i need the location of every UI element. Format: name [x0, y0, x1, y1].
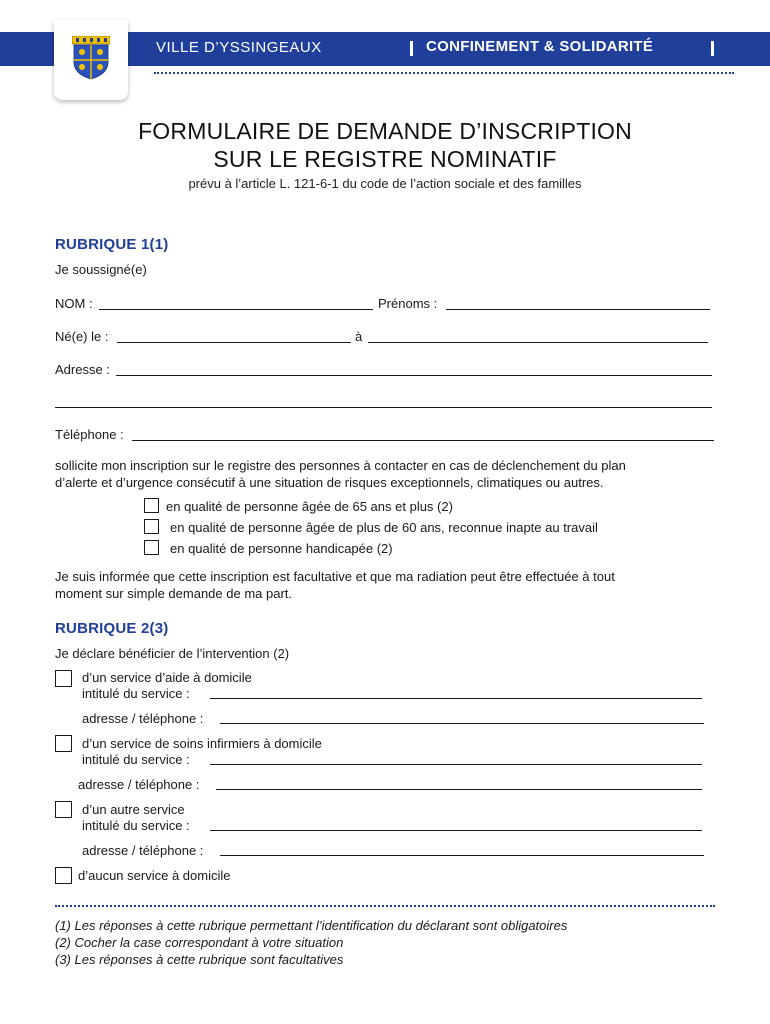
sollicite-text-line2: d’alerte et d’urgence consécutif à une situation de risques exceptionnels, climatiques ou autres.	[55, 475, 604, 490]
rubrique1-intro: Je soussigné(e)	[55, 262, 147, 277]
checkbox-60-inapte[interactable]	[144, 519, 159, 534]
form-title-line1: FORMULAIRE DE DEMANDE D’INSCRIPTION	[138, 118, 632, 144]
adresse-label: Adresse :	[55, 362, 110, 377]
separator-bar	[410, 41, 413, 56]
intitule-field[interactable]	[210, 764, 702, 765]
footnote-dotted-divider	[55, 905, 715, 907]
checkbox-aide-domicile[interactable]	[55, 670, 72, 687]
option-65-plus: en qualité de personne âgée de 65 ans et plus (2)	[166, 499, 453, 514]
checkbox-65-plus[interactable]	[144, 498, 159, 513]
separator-bar	[711, 41, 714, 56]
coat-of-arms-icon	[72, 36, 110, 80]
form-title-line2: SUR LE REGISTRE NOMINATIF	[213, 146, 557, 172]
adresse-field-line2[interactable]	[55, 407, 712, 408]
adresse-telephone-field[interactable]	[220, 855, 704, 856]
prenoms-field[interactable]	[446, 309, 710, 310]
option-60-inapte: en qualité de personne âgée de plus de 60 ans, reconnue inapte au travail	[170, 520, 598, 535]
prenoms-label: Prénoms :	[378, 296, 438, 311]
option-aucun-service: d’aucun service à domicile	[78, 868, 231, 883]
adresse-telephone-field[interactable]	[216, 789, 702, 790]
birthplace-label: à	[355, 329, 363, 344]
service-aide-domicile: d’un service d’aide à domicile	[82, 670, 252, 685]
sollicite-text-line1: sollicite mon inscription sur le registre des personnes à contacter en cas de déclenchement du plan	[55, 458, 626, 473]
adresse-telephone-label: adresse / téléphone :	[82, 843, 204, 858]
telephone-label: Téléphone :	[55, 427, 124, 442]
checkbox-handicap[interactable]	[144, 540, 159, 555]
city-name: VILLE D’YSSINGEAUX	[156, 39, 322, 56]
campaign-title: CONFINEMENT & SOLIDARITÉ	[426, 38, 654, 55]
header-dotted-divider	[154, 72, 734, 74]
checkbox-autre-service[interactable]	[55, 801, 72, 818]
info-text-line1: Je suis informée que cette inscription est facultative et que ma radiation peut être effectuée à tout	[55, 569, 615, 584]
telephone-field[interactable]	[132, 440, 714, 441]
nom-field[interactable]	[99, 309, 373, 310]
adresse-telephone-label: adresse / téléphone :	[78, 777, 200, 792]
info-text-line2: moment sur simple demande de ma part.	[55, 586, 292, 601]
intitule-label: intitulé du service :	[82, 752, 190, 767]
intitule-label: intitulé du service :	[82, 818, 190, 833]
footnote-3: (3) Les réponses à cette rubrique sont facultatives	[55, 952, 344, 967]
rubrique1-heading: RUBRIQUE 1(1)	[55, 236, 169, 253]
checkbox-aucun-service[interactable]	[55, 867, 72, 884]
adresse-field[interactable]	[116, 375, 712, 376]
footnote-1: (1) Les réponses à cette rubrique permettant l’identification du déclarant sont obligatoires	[55, 918, 568, 933]
adresse-telephone-label: adresse / téléphone :	[82, 711, 204, 726]
rubrique2-heading: RUBRIQUE 2(3)	[55, 620, 169, 637]
birthplace-field[interactable]	[368, 342, 708, 343]
intitule-label: intitulé du service :	[82, 686, 190, 701]
birthdate-label: Né(e) le :	[55, 329, 109, 344]
intitule-field[interactable]	[210, 830, 702, 831]
nom-label: NOM :	[55, 296, 93, 311]
service-soins-infirmiers: d’un service de soins infirmiers à domicile	[82, 736, 322, 751]
option-handicap: en qualité de personne handicapée (2)	[170, 541, 393, 556]
adresse-telephone-field[interactable]	[220, 723, 704, 724]
logo-card	[54, 20, 128, 100]
service-autre: d’un autre service	[82, 802, 185, 817]
form-subtitle: prévu à l’article L. 121-6-1 du code de l’action sociale et des familles	[188, 176, 582, 191]
footnote-2: (2) Cocher la case correspondant à votre situation	[55, 935, 344, 950]
checkbox-soins-infirmiers[interactable]	[55, 735, 72, 752]
birthdate-field[interactable]	[117, 342, 351, 343]
intitule-field[interactable]	[210, 698, 702, 699]
rubrique2-intro: Je déclare bénéficier de l’intervention (2)	[55, 646, 290, 661]
